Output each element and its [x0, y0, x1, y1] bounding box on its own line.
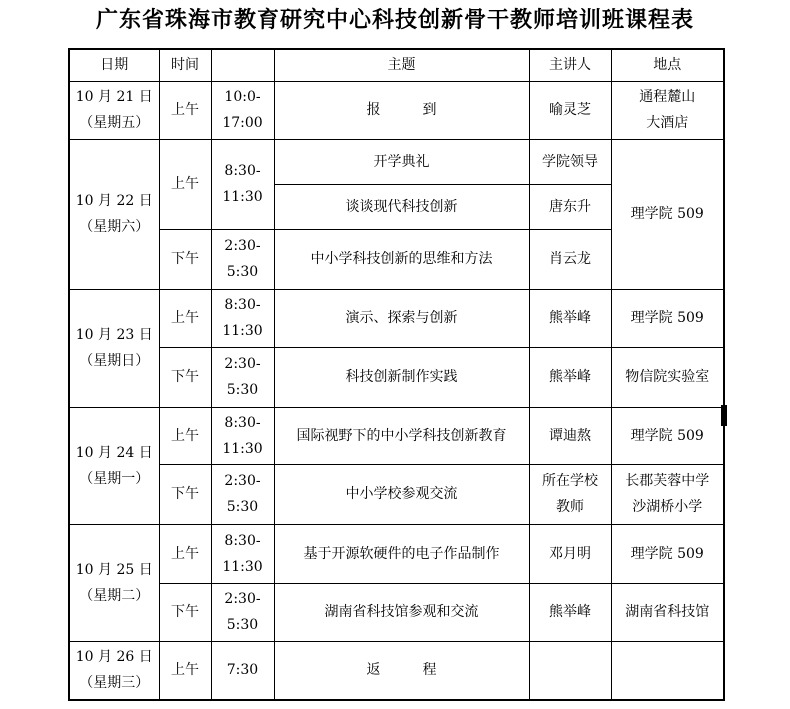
cell-speaker: 熊举峰 — [529, 583, 611, 641]
cell-period: 下午 — [159, 464, 211, 524]
cell-period: 上午 — [159, 524, 211, 583]
cell-time — [211, 407, 274, 464]
header-topic: 主题 — [274, 49, 529, 81]
cell-period: 上午 — [159, 641, 211, 700]
cell-date — [69, 641, 159, 700]
header-time: 时间 — [159, 49, 211, 81]
speaker-line-2: 教师 — [556, 499, 584, 515]
cell-topic: 科技创新制作实践 — [274, 347, 529, 407]
date-line-2: （星期二） — [79, 587, 150, 604]
time-line-1: 2:30- — [224, 238, 261, 254]
header-speaker: 主讲人 — [529, 49, 611, 81]
date-line-1: 10 月 25 日 — [75, 561, 153, 578]
cell-topic: 返 程 — [274, 641, 529, 700]
cell-topic: 基于开源软硬件的电子作品制作 — [274, 524, 529, 583]
time-line-2: 11:30 — [222, 440, 263, 457]
cell-topic: 中小学科技创新的思维和方法 — [274, 229, 529, 289]
date-line-1: 10 月 23 日 — [75, 327, 153, 343]
time-line-1: 2:30- — [224, 356, 261, 372]
cell-location: 理学院 509 — [611, 407, 724, 464]
time-line-2: 5:30 — [226, 499, 259, 515]
cell-speaker: 邓月明 — [529, 524, 611, 583]
cell-period: 下午 — [159, 229, 211, 289]
date-line-1: 10 月 26 日 — [75, 649, 153, 666]
cell-speaker: 学院领导 — [529, 139, 611, 184]
date-line-2: （星期五） — [79, 115, 150, 131]
time-line-1: 2:30- — [224, 473, 261, 489]
date-line-2: （星期六） — [79, 219, 150, 235]
time-line-2: 17:00 — [222, 115, 263, 131]
time-line-2: 11:30 — [222, 323, 263, 339]
cell-time — [211, 524, 274, 583]
cell-speaker: 熊举峰 — [529, 347, 611, 407]
location-line-2: 大酒店 — [646, 115, 689, 131]
cell-topic: 谈谈现代科技创新 — [274, 184, 529, 229]
cell-topic: 开学典礼 — [274, 139, 529, 184]
location-line-2: 沙湖桥小学 — [632, 499, 703, 515]
schedule-row — [69, 407, 724, 464]
cell-location: 理学院 509 — [611, 139, 724, 289]
cell-location — [611, 81, 724, 139]
cell-period: 上午 — [159, 139, 211, 229]
cell-topic: 中小学校参观交流 — [274, 464, 529, 524]
cell-time — [211, 289, 274, 347]
cell-time — [211, 81, 274, 139]
location-line-1: 通程麓山 — [639, 89, 696, 105]
cell-location: 理学院 509 — [611, 289, 724, 347]
cell-speaker: 熊举峰 — [529, 289, 611, 347]
header-date: 日期 — [69, 49, 159, 81]
time-line-2: 5:30 — [226, 617, 259, 633]
cell-location — [611, 464, 724, 524]
schedule-row — [69, 524, 724, 583]
schedule-row — [69, 139, 724, 184]
right-edge-mark — [721, 405, 727, 426]
cell-speaker: 肖云龙 — [529, 229, 611, 289]
time-line-1: 8:30- — [224, 414, 261, 431]
header-location: 地点 — [611, 49, 724, 81]
schedule-row — [69, 289, 724, 347]
date-line-2: （星期三） — [79, 675, 150, 692]
cell-speaker — [529, 641, 611, 700]
time-line-1: 8:30- — [224, 297, 261, 313]
date-line-1: 10 月 21 日 — [75, 89, 153, 105]
time-line-1: 8:30- — [224, 163, 261, 179]
cell-speaker: 唐东升 — [529, 184, 611, 229]
date-line-1: 10 月 24 日 — [75, 444, 153, 461]
cell-speaker: 谭迪熬 — [529, 407, 611, 464]
cell-location: 理学院 509 — [611, 524, 724, 583]
cell-time — [211, 229, 274, 289]
cell-topic: 演示、探索与创新 — [274, 289, 529, 347]
cell-period: 上午 — [159, 289, 211, 347]
cell-period: 上午 — [159, 407, 211, 464]
time-line-1: 8:30- — [224, 532, 261, 549]
cell-date — [69, 81, 159, 139]
schedule-table — [68, 48, 725, 701]
time-line-1: 10:0- — [224, 89, 261, 105]
cell-date — [69, 289, 159, 407]
schedule-row — [69, 81, 724, 139]
location-line-1: 长郡芙蓉中学 — [625, 473, 710, 489]
header-row — [69, 49, 724, 81]
cell-date — [69, 139, 159, 289]
cell-date — [69, 407, 159, 524]
date-line-2: （星期日） — [79, 353, 150, 369]
date-line-2: （星期一） — [79, 470, 150, 487]
time-line-2: 5:30 — [226, 264, 259, 280]
cell-time — [211, 464, 274, 524]
time-line-2: 11:30 — [222, 189, 263, 205]
cell-time — [211, 583, 274, 641]
cell-speaker: 喻灵芝 — [529, 81, 611, 139]
time-line-1: 2:30- — [224, 591, 261, 607]
cell-period: 下午 — [159, 347, 211, 407]
schedule-row — [69, 641, 724, 700]
schedule-row — [69, 347, 724, 407]
cell-topic: 湖南省科技馆参观和交流 — [274, 583, 529, 641]
cell-location: 湖南省科技馆 — [611, 583, 724, 641]
cell-time — [211, 139, 274, 229]
cell-time: 7:30 — [211, 641, 274, 700]
cell-time — [211, 347, 274, 407]
cell-location — [611, 641, 724, 700]
cell-period: 下午 — [159, 583, 211, 641]
cell-topic: 报 到 — [274, 81, 529, 139]
cell-period: 上午 — [159, 81, 211, 139]
header-time-range — [211, 49, 274, 81]
date-line-1: 10 月 22 日 — [75, 193, 153, 209]
cell-date — [69, 524, 159, 641]
cell-location: 物信院实验室 — [611, 347, 724, 407]
schedule-row — [69, 464, 724, 524]
time-line-2: 5:30 — [226, 382, 259, 398]
speaker-line-1: 所在学校 — [542, 473, 598, 489]
cell-topic: 国际视野下的中小学科技创新教育 — [274, 407, 529, 464]
cell-speaker — [529, 464, 611, 524]
page-title: 广东省珠海市教育研究中心科技创新骨干教师培训班课程表 — [95, 7, 694, 33]
schedule-row — [69, 583, 724, 641]
time-line-2: 11:30 — [222, 558, 263, 575]
